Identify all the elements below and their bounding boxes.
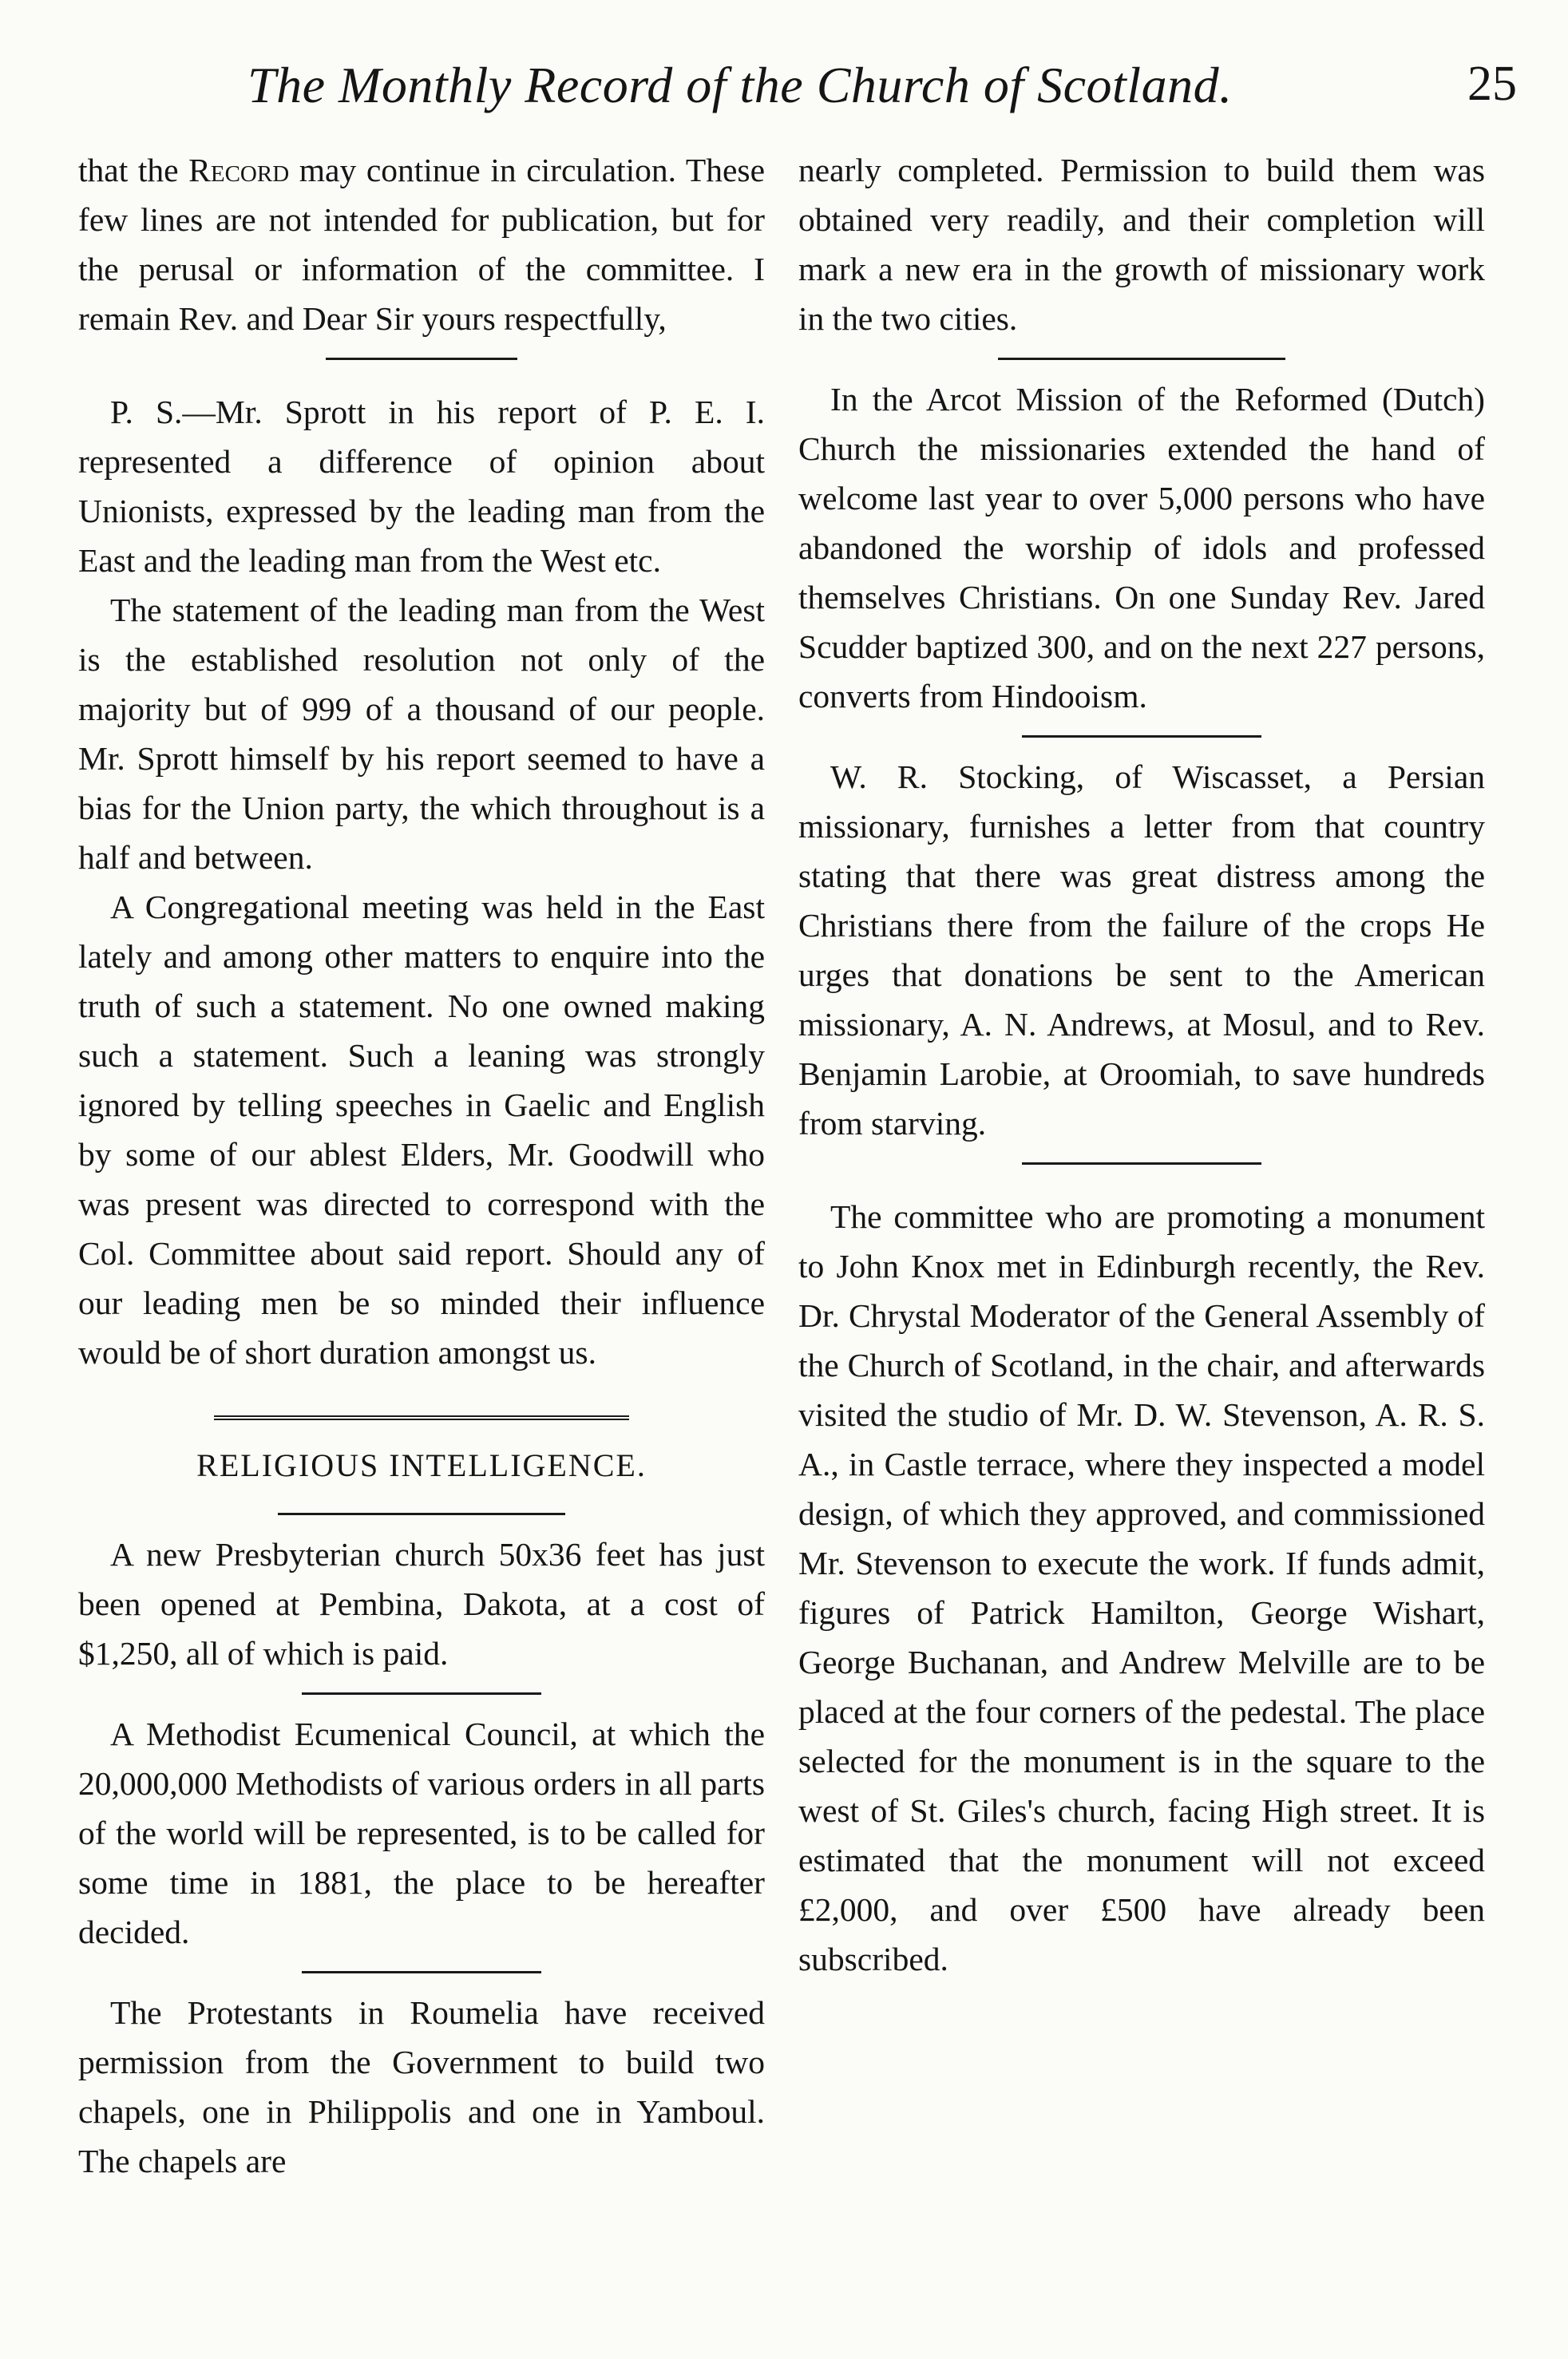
news-item-roumelia-continued: nearly completed. Permission to build them was obtained very readily, and their completion will mark a new era in the growth of missionary work in the two cities. bbox=[798, 152, 1485, 337]
letter-closing: that the Record may continue in circulation. These few lines are not intended for publication, but for the perusal or information of the committee. I remain Rev. and Dear Sir yours respectfully, bbox=[78, 152, 766, 337]
news-item-stocking: W. R. Stocking, of Wiscasset, a Persian missionary, furnishes a letter from that country stating that there was great distress among the Christians there from the failure of the crops He urges that donations be sent to the American missionary, A. N. Andrews, at Mosul, and to Rev. Benjamin Larobie, at Oroomiah, to save hundreds from starving. bbox=[798, 758, 1485, 1142]
right-column bbox=[798, 145, 1485, 1984]
page-header bbox=[192, 56, 1517, 136]
postscript-paragraph-2: The statement of the leading man from the West is the established resolution not only of the majority but of 999 of a thousand of our people. Mr. Sprott himself by his report seemed to have a bias for the Union party, the which throughout is a half and between. bbox=[78, 592, 765, 876]
left-column bbox=[78, 145, 765, 2186]
item-separator-rule bbox=[1022, 735, 1261, 738]
short-rule bbox=[326, 358, 517, 360]
news-item-methodist: A Methodist Ecumenical Council, at which the 20,000,000 Methodists of various orders in all parts of the world will be represented, is to be called for some time in 1881, the place to be hereafter decided. bbox=[78, 1716, 765, 1950]
record-word: Record bbox=[188, 152, 290, 188]
news-item-pembina: A new Presbyterian church 50x36 feet has just been opened at Pembina, Dakota, at a cost of $1,250, all of which is paid. bbox=[78, 1536, 765, 1672]
item-separator-rule bbox=[302, 1971, 541, 1973]
page-number: 25 bbox=[1467, 57, 1517, 111]
postscript-paragraph-3: A Congregational meeting was held in the East lately and among other matters to enquire into the truth of such a statement. No one owned making such a statement. Such a leaning was strongly ignored by telling speeches in Gaelic and English by some of our ablest Elders, Mr. Goodwill who was present was directed to correspond with the Col. Committee about said report. Should any of our leading men be so minded their influence would be of short duration amongst us. bbox=[78, 889, 765, 1371]
news-item-arcot-mission: In the Arcot Mission of the Reformed (Dutch) Church the missionaries extended the hand of welcome last year to over 5,000 persons who have abandoned the worship of idols and professed themselves Christians. On one Sunday Rev. Jared Scudder baptized 300, and on the next 227 persons, converts from Hindooism. bbox=[798, 381, 1485, 714]
item-separator-rule bbox=[998, 358, 1285, 360]
item-separator-rule bbox=[1022, 1162, 1261, 1165]
postscript-paragraph-1: P. S.—Mr. Sprott in his report of P. E. I. represented a difference of opinion about Unionists, expressed by the leading man from the East and the leading man from the West etc. bbox=[78, 394, 765, 579]
running-title: The Monthly Record of the Church of Scotland. bbox=[247, 57, 1233, 113]
heading-rule bbox=[278, 1513, 565, 1515]
item-separator-rule bbox=[302, 1692, 541, 1695]
news-item-roumelia: The Protestants in Roumelia have received permission from the Government to build two chapels, one in Philippolis and one in Yamboul. The chapels are bbox=[78, 1994, 765, 2179]
section-heading: RELIGIOUS INTELLIGENCE. bbox=[196, 1447, 647, 1483]
section-double-rule bbox=[214, 1415, 629, 1420]
news-item-knox-monument: The committee who are promoting a monument to John Knox met in Edinburgh recently, the Rev. Dr. Chrystal Moderator of the General Assembly of the Church of Scotland, in the chair, and afterwards visited the studio of Mr. D. W. Stevenson, A. R. S. A., in Castle terrace, where they inspected a model design, of which they approved, and commissioned Mr. Stevenson to execute the work. If funds admit, figures of Patrick Hamilton, George Wishart, George Buchanan, and Andrew Melville are to be placed at the four corners of the pedestal. The place selected for the monument is in the square to the west of St. Giles's church, facing High street. It is estimated that the monument will not exceed £2,000, and over £500 have already been subscribed. bbox=[798, 1198, 1485, 1977]
